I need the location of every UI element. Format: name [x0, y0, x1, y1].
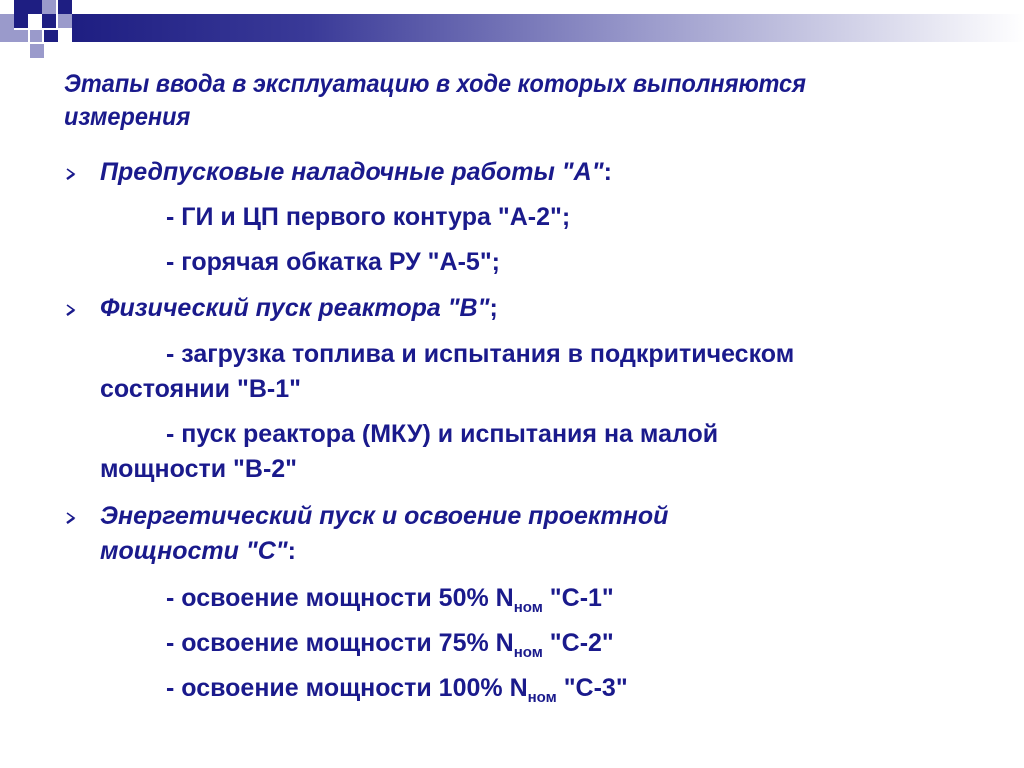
list-item-heading-continuation: мощности "С":: [100, 537, 296, 565]
arrow-bullet-icon: [64, 167, 78, 181]
list-subitem: - освоение мощности 50% $N_{ном}$ "С-1": [166, 584, 614, 616]
list-subitem: - освоение мощности 75% $N_{ном}$ "С-2": [166, 629, 614, 661]
list-item-heading: Физический пуск реактора "В";: [100, 294, 498, 322]
list-subitem: - освоение мощности 100% $N_{ном}$ "С-3": [166, 674, 628, 706]
list-subitem: - горячая обкатка РУ "А-5";: [166, 248, 500, 276]
list-subitem: - загрузка топлива и испытания в подкритическом: [166, 340, 795, 368]
slide-title: Этапы ввода в эксплуатацию в ходе которых выполняются измерения: [64, 70, 806, 131]
list-subitem: - пуск реактора (МКУ) и испытания на малой: [166, 420, 719, 448]
list-subitem-continuation: мощности "В-2": [100, 455, 298, 483]
arrow-bullet-icon: [64, 303, 78, 317]
list-item-heading: Предпусковые наладочные работы "А":: [100, 158, 612, 186]
list-item-heading: Энергетический пуск и освоение проектной: [100, 502, 669, 530]
list-subitem: - ГИ и ЦП первого контура "А-2";: [166, 203, 571, 231]
arrow-bullet-icon: [64, 511, 78, 525]
list-subitem-continuation: состоянии "В-1": [100, 375, 301, 403]
